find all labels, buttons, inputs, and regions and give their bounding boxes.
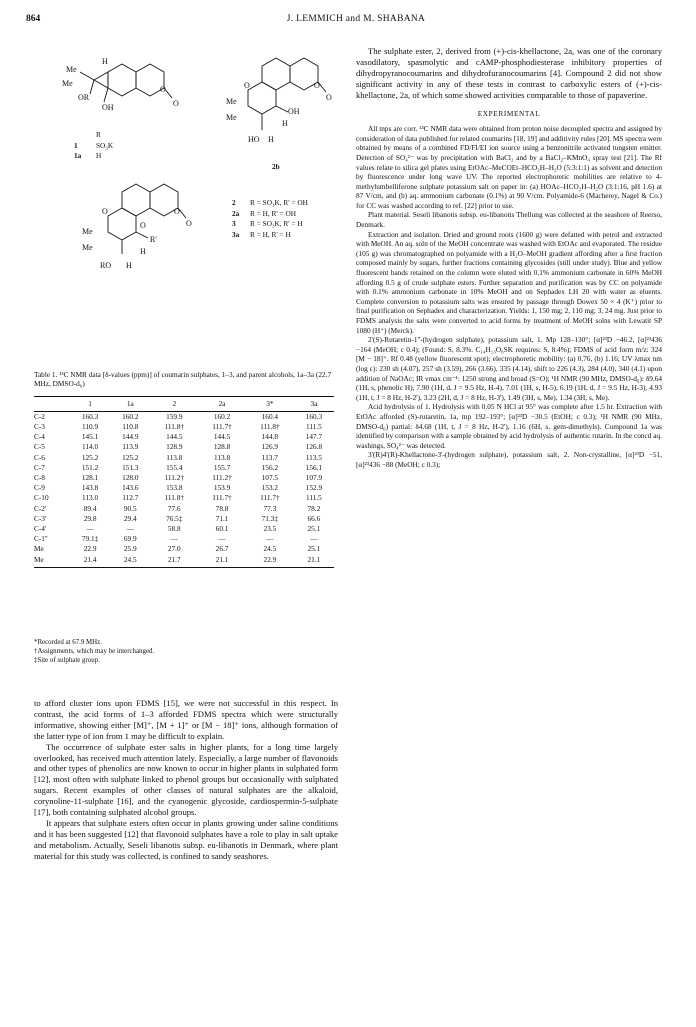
table-cell: 111.8† — [164, 422, 185, 432]
structure-1-drawing — [60, 52, 210, 120]
table-cell: 114.0 — [82, 442, 99, 452]
table-cell: 76.5‡ — [166, 513, 183, 523]
table-cell: — — [170, 534, 178, 544]
row-label: C-1'' — [34, 534, 48, 544]
table-cell: 21.7 — [150, 555, 198, 568]
legend-num: 1a — [74, 151, 82, 160]
table-cell: 160.3 — [305, 411, 323, 421]
table-row — [34, 544, 334, 554]
table-cell: 113.9 — [122, 442, 139, 452]
atom-me-1: Me — [226, 97, 237, 106]
table-row — [34, 504, 334, 514]
table-cell: 112.7 — [122, 493, 139, 503]
structure-2-3-series — [52, 176, 232, 286]
page-number: 864 — [26, 14, 41, 24]
structure-2b — [222, 52, 347, 172]
atom-o-ring: O — [160, 85, 166, 94]
atom-o-extra: O — [140, 221, 146, 230]
atom-h: H — [282, 119, 288, 128]
table-cell: 151.3 — [122, 462, 139, 472]
table-row — [34, 534, 334, 544]
table-cell: 125.2 — [122, 452, 139, 462]
substituent-row: 2 R = SO₃K, R' = OH — [232, 198, 308, 207]
table-cell: 113.8 — [213, 452, 231, 462]
table-cell: — — [218, 534, 226, 544]
atom-h: H — [102, 57, 108, 66]
table-caption-text: ¹³C NMR data [δ-values (ppm)] of coumarin sulphates, 1–3, and parent alcohols, 1a–3a (22.7 MHz, DMSO-d₆) — [34, 370, 332, 388]
table-cell: 27.0 — [167, 544, 181, 554]
atom-o-carbonyl: O — [173, 99, 179, 108]
table-cell: 155.7 — [213, 462, 231, 472]
structure-2-3-drawing — [52, 176, 232, 286]
table-row — [34, 412, 334, 423]
atom-me-1: Me — [82, 227, 93, 236]
table-cell: 144.9 — [122, 432, 139, 442]
table-cell: 111.7† — [212, 422, 232, 432]
table-row — [34, 473, 334, 483]
table-caption — [34, 370, 334, 388]
running-header — [26, 14, 686, 28]
column-header: 1 — [70, 397, 110, 412]
table-footnotes — [34, 638, 334, 666]
table-cell: 89.4 — [83, 503, 97, 513]
atom-o-carbonyl: O — [326, 93, 332, 102]
table-cell: 78.2 — [307, 503, 321, 513]
structure-2b-label: 2b — [272, 162, 280, 171]
table-cell: 111.7† — [212, 493, 232, 503]
substituent-list — [232, 198, 352, 240]
table-cell: 160.4 — [261, 411, 279, 421]
row-label: C-7 — [34, 462, 45, 472]
atom-o-ring: O — [174, 207, 180, 216]
row-label: C-8 — [34, 473, 45, 483]
table-cell: 79.1‡ — [81, 534, 99, 544]
table-cell: 144.5 — [166, 432, 183, 442]
atom-o-pyran: O — [244, 81, 250, 90]
structure-1-rutaretin-sulphate — [60, 52, 210, 120]
table-cell: 152.9 — [305, 483, 323, 493]
table-cell: 153.8 — [166, 483, 183, 493]
footnote: *Recorded at 67.9 MHz. — [34, 639, 102, 646]
table-row — [34, 453, 334, 463]
nmr-data-table — [34, 396, 334, 568]
atom-o-pyran: O — [102, 207, 108, 216]
footnote: ‡Site of sulphate group. — [34, 657, 100, 665]
atom-oh: OH — [288, 107, 300, 116]
table-cell: 147.7 — [305, 432, 323, 442]
column-header: 3* — [246, 397, 294, 412]
table-cell: 71.1 — [215, 513, 229, 523]
paragraph: All mps are corr. ¹³C NMR data were obtained from proton noise decoupled spectra and assigned by consideration of data published for related coumarins [18, 19] and additivity rules [20]. MS spectra were obtained by means of a combined FD/FI/EI ion source using a benzonitrile activated tungsten emitter. Detection of SO₄²⁻ was by precipitation with BaCl₂ and by a BaCl₂–KMnO₄ spray test [21]. The Rf values relate to silica gel plates using EtOAc–MeCOEt–HCO₂H–H₂O (5:3:1:1) as solvent and detection by fluorescence under long wave UV. The reported electrophoretic mobilities are relative to 4-methylumbelliferone sulphate potassium salt on paper in: (a) HOAc–HCO₂H–H₂O (3:1:16, pH 1.6) at 87 V/cm, and (b) aq. ammonium carbonate (0.1%) at 90 V/cm. Polyamide-6 (Macherey, Nagel & Co.) for CC was washed according to ref. [22] prior to use. — [356, 124, 662, 210]
paragraph: 2'(S)-Rutaretin-1''-(hydrogen sulphate), potassium salt, 1. Mp 128–130°; [α]²³D −46.2, [α]²³436 −164 (MeOH; c 0.4); (Found: S, 8.3%. C₁₄H₁₃O₈SK requires: S, 8.4%); FDMS of acid form m/z: 324 [M − 18]⁺. Rf 0.48 (yellow fluorescent spot); electrophoretic mobility: (a) 0.76, (b) 1.16; UV λmax nm (log ε): 230 sh (4.07), 257 sh (3.59), 266 (3.66), 335 (4.14), shift to 226 (4.3), 284 (4.0), 340 (4.1) upon addition of NaOAc; IR νmax cm⁻¹: 1250 strong and broad (S=O); ¹H NMR (90 MHz, DMSO-d₆): δ9.64 (1H, s, phenolic H), 7.90 (1H, d, J = 9.5 Hz, H-4), 7.01 (1H, s, H-5), 6.19 (1H, d, J = 9.5 Hz, H-3), 4.93 (1H, t, J = 8 Hz, H-2'), 3.23 (2H, d, J = 8 Hz, H-3'), 1.49 (3H, s, Me), 1.34 (3H, s, Me). — [356, 335, 662, 402]
table-cell: 69.9 — [123, 534, 137, 544]
table-cell: 29.8 — [83, 513, 97, 523]
row-label: C-3' — [34, 513, 47, 523]
row-label: C-2' — [34, 503, 47, 513]
table-cell: 111.8† — [164, 493, 185, 503]
table-cell: 107.9 — [305, 473, 323, 483]
atom-h-2: H — [140, 247, 146, 256]
table-cell: 156.1 — [305, 462, 323, 472]
legend-num: 1 — [74, 140, 78, 150]
atom-oh: OH — [102, 103, 114, 112]
paragraph: The occurrence of sulphate ester salts in higher plants, for a long time largely overlooked, has received much attention lately. Especially, a large number of flavonoids and other types of phenolics are now known to occur in higher plants in sulphated form [12], most often with sulphate linked to phenol groups but occasionally with sulphated sugars. Recent examples of other classes of natural sulphates are the alkaloid, corynoline-11-sulphate [16], and the cyanogenic glycoside, cardiospermin-5-sulphate [17], both containing sulphated alcohol groups. — [34, 741, 338, 818]
atom-h: H — [126, 261, 132, 270]
atom-me-2: Me — [62, 79, 73, 88]
table-cell: 113.0 — [82, 493, 99, 503]
substituent-row: 3 R = SO₃K, R' = H — [232, 219, 303, 228]
paragraph: It appears that sulphate esters often occur in plants growing under saline conditions and it has been suggested [12] that flavonoid sulphates have a role to play in salt uptake and metabolism. Actually, Seseli libanotis subsp. eu-libanotis in Denmark, where plant material for this study was collected, is confined to sandy seashores. — [34, 817, 338, 861]
row-label: C-4' — [34, 523, 47, 533]
table-cell: 160.2 — [122, 411, 139, 421]
table-row — [34, 422, 334, 432]
table-cell: 143.8 — [81, 483, 99, 493]
table-cell: 21.4 — [70, 555, 110, 568]
section-heading-experimental: EXPERIMENTAL — [477, 108, 541, 118]
table-header-row — [34, 397, 334, 412]
legend-value: SO₃K — [96, 140, 114, 150]
row-label: C-5 — [34, 442, 45, 452]
table-cell: 21.1 — [198, 555, 246, 568]
table-cell: 113.7 — [261, 452, 278, 462]
table-cell: 90.5 — [123, 503, 137, 513]
paragraph: Extraction and isolation. Dried and ground roots (1600 g) were defatted with petrol and extracted with MeOH. An aq. soln of the MeOH concentrate was washed with EtOAc and evaporated. The residue (105 g) was chromatographed on polyamide with a H₂O–MeOH gradient affording after a first fraction composed mainly by sugars, further fractions containing glycosides (still under study). Blue and yellow fluorescent bands retained on the column were eluted with 0.1% ammonium carbonate in 60% MeOH affording 0.5 g of crude sulphate esters. Further separation and purification was by CC on polyamide with 0.1% ammonium carbonate in 10% MeOH and on Sephadex LH 20 with water as eluents. Complete conversion to potassium salts was ensured by passage through Dowex 50 × 4 (K⁺) prior to final purification on Sephadex and characterization. Yields: 1, 150 mg; 2, 110 mg; 3, 24 mg. Just prior to FDMS analysis the salts were converted to acid forms by treatment of MeOH solns with Lewatit SP 1080 (H⁺) (Merck). — [356, 229, 662, 335]
table-cell: 128.8 — [213, 442, 231, 452]
table-cell: 111.2† — [164, 473, 185, 483]
substituent-row: 2a R = H, R' = OH — [232, 208, 297, 218]
table-cell: 24.5 — [110, 555, 150, 568]
table-row — [34, 555, 334, 568]
legend-head-r: R — [96, 130, 101, 139]
table-cell: 155.4 — [166, 462, 183, 472]
table-cell: 153.2 — [261, 483, 279, 493]
table-cell: 71.3‡ — [261, 513, 279, 523]
table-cell: 77.3 — [263, 503, 277, 513]
running-title: J. LEMMICH and M. SHABANA — [286, 14, 426, 24]
table-cell: 77.6 — [167, 503, 181, 513]
atom-r-prime: R' — [150, 235, 157, 244]
row-label: C-2 — [34, 411, 45, 421]
table-cell: 25.1 — [307, 523, 321, 533]
table-cell: 153.9 — [213, 483, 231, 493]
table-cell: 160.2 — [213, 411, 231, 421]
table-cell: 22.9 — [246, 555, 294, 568]
table-cell: 60.1 — [215, 523, 229, 533]
table-cell: 159.9 — [166, 411, 183, 421]
table-row — [34, 494, 334, 504]
atom-h-2: H — [268, 135, 274, 144]
row-label: C-4 — [34, 432, 45, 442]
table-cell: 144.5 — [213, 432, 231, 442]
table-cell: 128.0 — [122, 473, 139, 483]
table-cell: 78.8 — [215, 503, 229, 513]
table-cell: — — [266, 534, 274, 544]
row-label: Me — [34, 555, 70, 568]
atom-o-carbonyl: O — [186, 219, 192, 228]
table-cell: 113.5 — [305, 452, 322, 462]
table-row — [34, 514, 334, 524]
table-row — [34, 463, 334, 473]
column-header: 2 — [150, 397, 198, 412]
table-cell: 156.2 — [261, 462, 279, 472]
table-cell: — — [86, 523, 94, 533]
atom-me-2: Me — [82, 243, 93, 252]
structure-2b-drawing — [222, 52, 347, 172]
table-cell: 110.9 — [82, 422, 99, 432]
atom-ho: HO — [248, 135, 260, 144]
table-cell: 111.5 — [305, 422, 322, 432]
table-body — [34, 412, 334, 568]
table-cell: — — [126, 523, 134, 533]
paragraph: Plant material. Seseli libanotis subsp. eu-libanotis Thellung was collected at the seashore of Reerso, Denmark. — [356, 210, 662, 230]
atom-o-ring: O — [314, 81, 320, 90]
row-label: C-9 — [34, 483, 45, 493]
table-cell: 111.2† — [212, 473, 232, 483]
atom-ro: RO — [100, 261, 112, 270]
column-header — [34, 397, 70, 412]
table-cell: 160.3 — [81, 411, 99, 421]
table-cell: 113.8 — [166, 452, 183, 462]
table-cell: 22.9 — [83, 544, 97, 554]
table-cell: 29.4 — [123, 513, 137, 523]
table-cell: 128.9 — [166, 442, 183, 452]
atom-or: OR — [78, 93, 90, 102]
table-cell: 107.5 — [261, 473, 279, 483]
column-header: 1a — [110, 397, 150, 412]
left-column-text — [34, 698, 338, 862]
column-header: 2a — [198, 397, 246, 412]
atom-me-2: Me — [226, 113, 237, 122]
table-row — [34, 483, 334, 493]
table-cell: 144.8 — [261, 432, 279, 442]
row-label: Me — [34, 544, 44, 554]
column-header: 3a — [294, 397, 334, 412]
table-row — [34, 443, 334, 453]
row-label: C-3 — [34, 422, 45, 432]
table-cell: 126.8 — [305, 442, 323, 452]
table-cell: 25.9 — [123, 544, 137, 554]
table-cell: 26.7 — [215, 544, 229, 554]
row-label: C-6 — [34, 452, 45, 462]
table-cell: 66.6 — [307, 513, 321, 523]
table-cell: 143.6 — [122, 483, 139, 493]
table-cell: 25.1 — [307, 544, 321, 554]
table-cell: 111.8† — [260, 422, 280, 432]
table-cell: 111.7† — [260, 493, 280, 503]
table-cell: 111.5 — [305, 493, 322, 503]
table-cell: 21.1 — [294, 555, 334, 568]
paragraph: 3'(R)4'(R)-Khellactone-3'-(hydrogen sulphate), potassium salt, 2. Non-crystalline, [α]²³D −51, [α]²³436 −88 (MeOH; c 0.3); — [356, 450, 662, 469]
table-cell: 128.1 — [81, 473, 99, 483]
paragraph: to afford cluster ions upon FDMS [15], we were not successful in this respect. In contrast, the acid forms of 1–3 afforded FDMS spectra which were structurally informative, showing either [M]⁺, [M + 1]⁺ or [M − 18]⁺ ions, although formation of the latter type of ion from 1 may be difficult to explain. — [34, 698, 338, 741]
atom-me-1: Me — [66, 65, 77, 74]
table-cell: 125.2 — [81, 452, 99, 462]
intro-paragraph: The sulphate ester, 2, derived from (+)-cis-khellactone, 2a, was one of the coronary vasodilatory, spasmolytic and cAMP-phosphodiesterase inhibitory properties of dihydropyranocoumarins and dihydrofuranocoumarins [4]. Compound 2 did not show significant activity in any of these tests in contrast to carboxylic esters of (+)-cis-khellactone, 2a, of which some showed activities comparable to those of papaverine. — [356, 46, 662, 100]
table-cell: 24.5 — [263, 544, 277, 554]
paragraph: Acid hydrolysis of 1. Hydrolysis with 0.05 N HCl at 95° was complete after 1.5 hr. Extraction with EtOAc afforded (S)-rutaretin, 1a, mp 192–193°; [α]²³D −30.5 (EtOH; c 0.3); ¹H NMR (90 MHz, DMSO-d₆) partial: δ4.68 (1H, t, J = 8 Hz, H-2'), 1.16 (6H, s, gem-dimethyls). Compound 1a was identified by comparison with a sample obtained by acid hydrolysis of authentic rutarin. In the concd aq. washings, SO₄²⁻ was detected. — [356, 402, 662, 450]
table-row — [34, 524, 334, 534]
row-label: C-10 — [34, 493, 49, 503]
right-column-text — [356, 46, 662, 470]
table-cell: 23.5 — [263, 523, 277, 533]
table-row — [34, 432, 334, 442]
footnote: †Assignments, which may be interchanged. — [34, 648, 155, 656]
table-cell: 145.1 — [81, 432, 99, 442]
table-cell: — — [310, 534, 318, 544]
substituent-row: 3a R = H, R' = H — [232, 229, 291, 239]
table-cell: 126.9 — [261, 442, 279, 452]
table-cell: 151.2 — [81, 462, 99, 472]
table-cell: 58.8 — [167, 523, 181, 533]
legend-value: H — [96, 151, 102, 160]
table-caption-label: Table 1. — [34, 370, 58, 379]
table-cell: 110.8 — [122, 422, 139, 432]
structure-1-legend — [74, 130, 113, 162]
